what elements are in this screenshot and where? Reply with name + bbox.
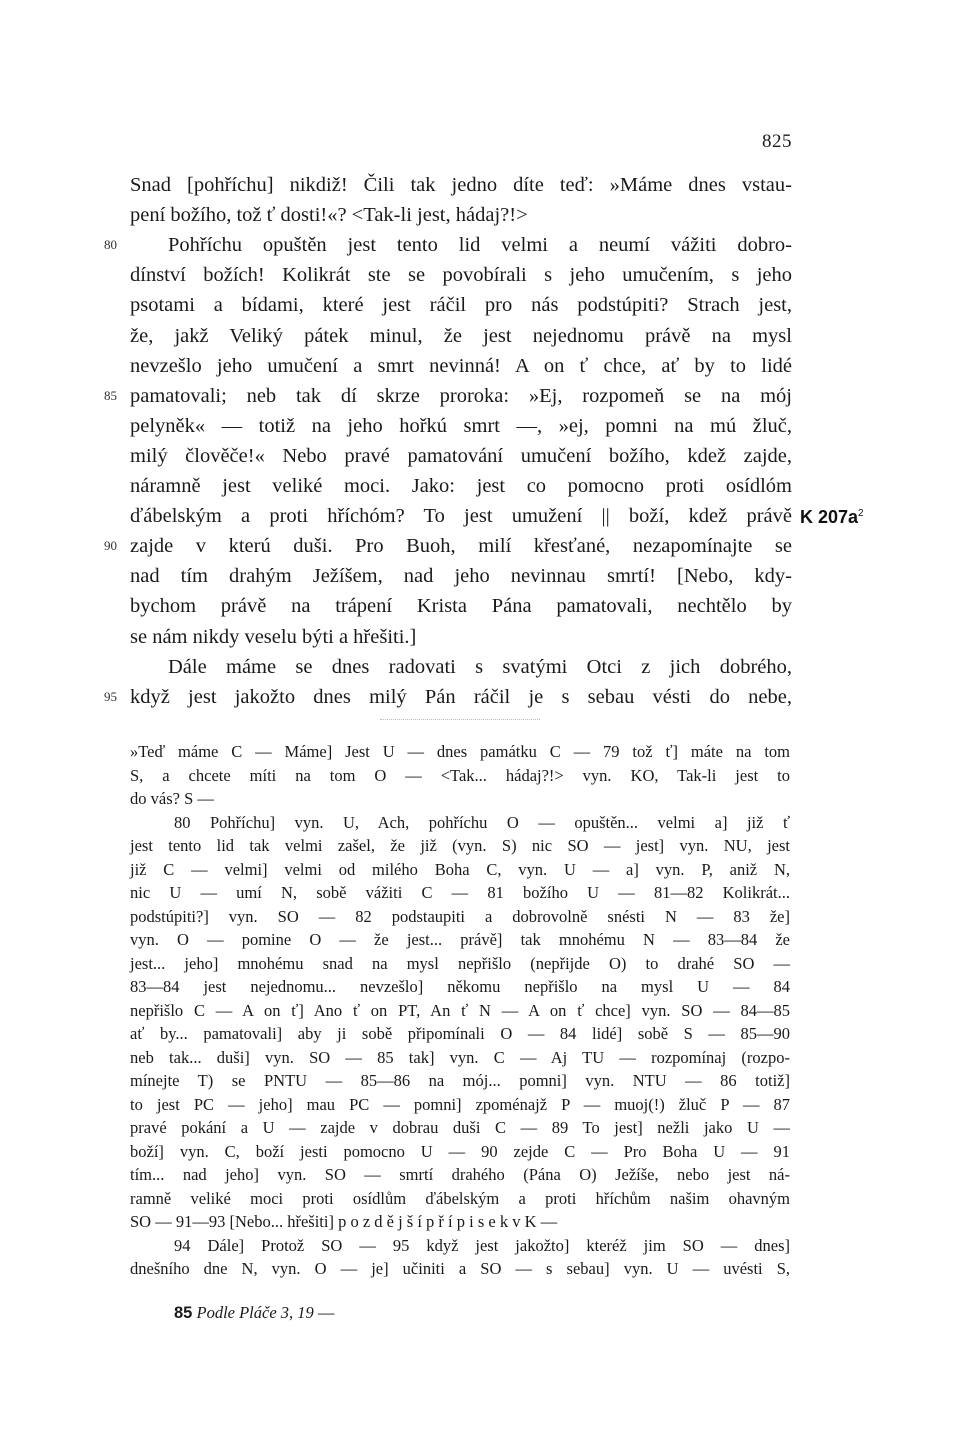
apparatus-line: »Teď máme C — Máme] Jest U — dnes památku C — 79 tož ť] máte na tom bbox=[130, 742, 790, 761]
margin-reference bbox=[800, 499, 864, 532]
apparatus-line: jest tento lid tak velmi zašel, že již (vyn. S) nic SO — jest] vyn. NU, jest bbox=[130, 836, 790, 855]
line-number: 85 bbox=[104, 388, 117, 403]
apparatus-line: mínejte T) se PNTU — 85—86 na mój... pomni] vyn. NTU — 86 totiž] bbox=[130, 1071, 790, 1090]
main-text-line: bychom právě na trápení Krista Pána pamatovali, nechtělo by bbox=[130, 595, 792, 617]
footnote-number: 85 bbox=[174, 1304, 193, 1322]
main-text-line: nad tím drahým Ježíšem, nad jeho nevinnau smrtí! [Nebo, kdy- bbox=[130, 565, 792, 587]
apparatus-line: do vás? S — bbox=[130, 789, 214, 808]
footnote-dash: — bbox=[313, 1303, 335, 1322]
apparatus-line: nic U — umí N, sobě vážiti C — 81 božího U — 81—82 Kolikrát... bbox=[130, 883, 790, 902]
main-text-line: nevzešlo jeho umučení a smrt nevinná! A on ť chce, ať by to lidé bbox=[130, 355, 792, 377]
apparatus-line: to jest PC — jeho] mau PC — pomni] zpoménajž P — muoj(!) žluč P — 87 bbox=[130, 1095, 790, 1114]
line-number: 90 bbox=[104, 538, 117, 553]
apparatus-line: jest... jeho] mnohému snad na mysl nepřišlo (nepřijde O) to drahé SO — bbox=[130, 954, 790, 973]
main-text-line: pení božího, tož ť dosti!«? <Tak-li jest, hádaj?!> bbox=[130, 204, 528, 226]
apparatus-line: ramně veliké moci proti osídlům ďábelským a proti hříchům našim ohavným bbox=[130, 1189, 790, 1208]
apparatus-line: nepřišlo C — A on ť] Ano ť on PT, An ť N — A on ť chce] vyn. SO — 84—85 bbox=[130, 1001, 790, 1020]
apparatus-line: vyn. O — pomine O — že jest... právě] tak mnohému N — 83—84 že bbox=[130, 930, 790, 949]
main-text-line: dínství božích! Kolikrát ste se povobírali s jeho umučením, s jeho bbox=[130, 264, 792, 286]
main-text-line: zajde v kterú duši. Pro Buoh, milí křesťané, nezapomínajte se bbox=[130, 535, 792, 557]
page-number: 825 bbox=[762, 131, 792, 152]
main-text-line: Snad [pohříchu] nikdiž! Čili tak jedno díte teď: »Máme dnes vstau- bbox=[130, 174, 792, 196]
main-text-line: milý člověče!« Nebo pravé pamatování umučení božího, kdež zajde, bbox=[130, 445, 792, 467]
margin-reference-text: K 207a bbox=[800, 507, 859, 527]
apparatus-line: SO — 91—93 [Nebo... hřešiti] p o z d ě j š í p ř í p i s e k v K — bbox=[130, 1212, 558, 1231]
apparatus-line: podstúpiti?] vyn. SO — 82 podstaupiti a dobrovolně snésti N — 83 že] bbox=[130, 907, 790, 926]
apparatus-line: již C — velmi] velmi od milého Boha C, vyn. U — a] vyn. P, aniž N, bbox=[130, 860, 790, 879]
apparatus-line: 83—84 jest nejednomu... nevzešlo] někomu nepřišlo na mysl U — 84 bbox=[130, 977, 790, 996]
section-divider bbox=[380, 719, 540, 721]
main-text-line: pamatovali; neb tak dí skrze proroka: »Ej, rozpomeň se na mój bbox=[130, 385, 792, 407]
apparatus-line: S, a chcete míti na tom O — <Tak... hádaj?!> vyn. KO, Tak-li jest to bbox=[130, 766, 790, 785]
main-text-line: že, jakž Veliký pátek minul, že jest nejednomu právě na mysl bbox=[130, 325, 792, 347]
main-text-line: pelyněk« — totiž na jeho hořkú smrt —, »ej, pomni na mú žluč, bbox=[130, 415, 792, 437]
apparatus-line: 94 Dále] Protož SO — 95 když jest jakožto] kteréž jim SO — dnes] bbox=[174, 1236, 790, 1255]
main-text-line: náramně jest veliké moci. Jako: jest co pomocno proti osídlóm bbox=[130, 475, 792, 497]
main-text-line: se nám nikdy veselu býti a hřešiti.] bbox=[130, 626, 417, 648]
main-text-line: psotami a bídami, které jest ráčil pro nás podstúpiti? Strach jest, bbox=[130, 294, 792, 316]
main-text-line: Pohříchu opuštěn jest tento lid velmi a neumí vážiti dobro- bbox=[168, 234, 792, 256]
apparatus-line: boží] vyn. C, boží jesti pomocno U — 90 zejde C — Pro Boha U — 91 bbox=[130, 1142, 790, 1161]
apparatus-line: tím... nad jeho] vyn. SO — smrtí drahého (Pána O) Ježíše, nebo jest ná- bbox=[130, 1165, 790, 1184]
main-text-line: ďábelským a proti hříchóm? To jest umužení || boží, kdež právě bbox=[130, 505, 792, 527]
footnote-reference: Podle Pláče 3, 19 bbox=[196, 1303, 314, 1322]
apparatus-line: dnešního dne N, vyn. O — je] učiniti a SO — s sebau] vyn. U — uvésti S, bbox=[130, 1259, 790, 1278]
apparatus-line: ať by... pamatovali] aby ji sobě připomínali O — 84 lidé] sobě S — 85—90 bbox=[130, 1024, 790, 1043]
apparatus-line: neb tak... duši] vyn. SO — 85 tak] vyn. C — Aj TU — rozpomínaj (rozpo- bbox=[130, 1048, 790, 1067]
line-number: 80 bbox=[104, 237, 117, 252]
line-number: 95 bbox=[104, 689, 117, 704]
main-text-line: když jest jakožto dnes milý Pán ráčil je s sebau vésti do nebe, bbox=[130, 686, 792, 708]
main-text-line: Dále máme se dnes radovati s svatými Otci z jich dobrého, bbox=[168, 656, 792, 678]
apparatus-line: pravé pokání a U — zajde v dobrau duši C — 89 To jest] nežli jako U — bbox=[130, 1118, 790, 1137]
footnote bbox=[174, 1301, 334, 1325]
margin-reference-sup: 2 bbox=[858, 508, 864, 519]
apparatus-line: 80 Pohříchu] vyn. U, Ach, pohříchu O — opuštěn... velmi a] již ť bbox=[174, 813, 790, 832]
